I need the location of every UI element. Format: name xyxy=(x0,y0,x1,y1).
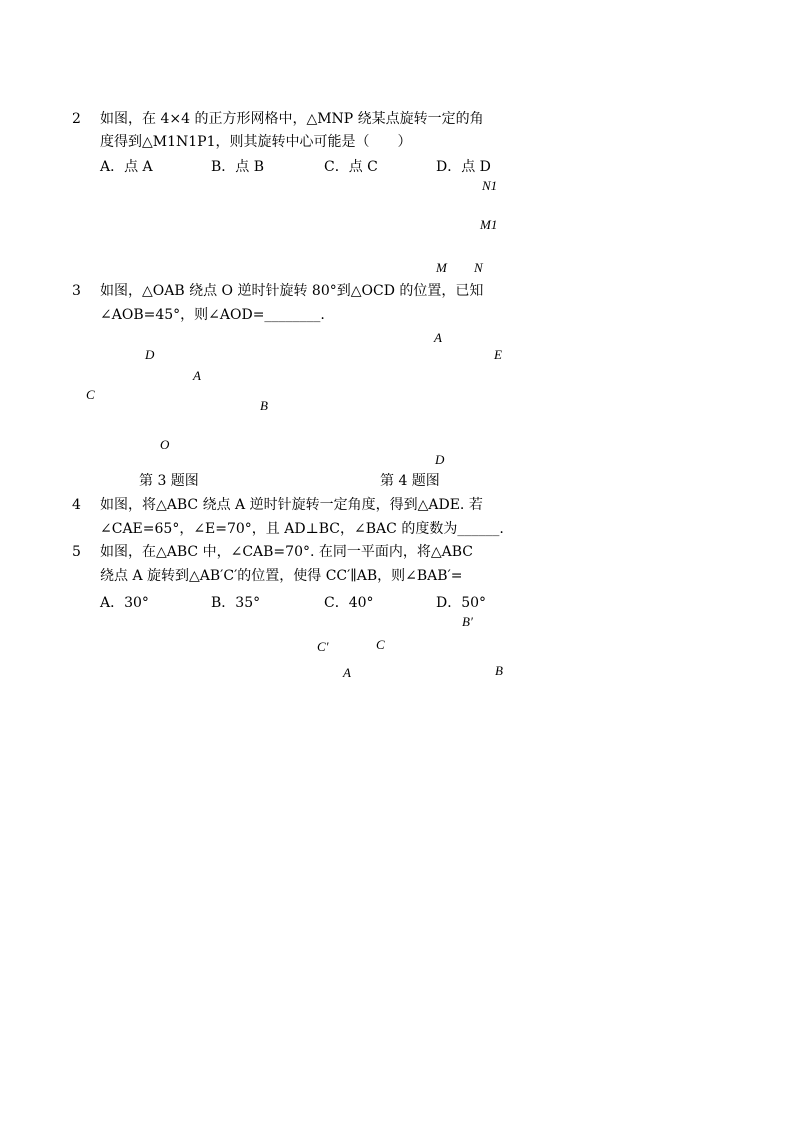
q3-label-b: B xyxy=(260,398,268,413)
q3-label-o: O xyxy=(160,437,170,452)
q4-label-a: A xyxy=(434,330,442,345)
q2-option-b: B．点 B xyxy=(211,159,265,175)
q4-text-line2: ∠CAE=65°，∠E=70°，且 AD⊥BC，∠BAC 的度数为______. xyxy=(100,521,504,537)
q2-option-a: A．点 A xyxy=(100,159,153,175)
q5-option-c: C．40° xyxy=(324,595,374,611)
q3-text-line1: 如图，△OAB 绕点 O 逆时针旋转 80°到△OCD 的位置，已知 xyxy=(100,283,484,299)
q5-label-a: A xyxy=(343,665,351,680)
q2-text-line1: 如图，在 4×4 的正方形网格中，△MNP 绕某点旋转一定的角 xyxy=(100,111,484,127)
q3-label-c: C xyxy=(86,387,95,402)
q4-label-e: E xyxy=(494,347,502,362)
q4-label-d: D xyxy=(435,452,445,467)
q5-label-b: B xyxy=(495,663,503,678)
q2-label-n1: N1 xyxy=(482,178,498,193)
q2-label-m: M xyxy=(436,260,447,275)
q2-option-d: D．点 D xyxy=(436,159,491,175)
q3-label-d: D xyxy=(145,347,155,362)
q2-number: 2 xyxy=(72,111,81,127)
q2-option-c: C．点 C xyxy=(324,159,378,175)
q2-label-m1: M1 xyxy=(480,217,498,232)
q5-number: 5 xyxy=(72,544,81,560)
q5-option-a: A．30° xyxy=(100,595,149,611)
q3-label-a: A xyxy=(193,368,201,383)
q5-label-b-prime: B′ xyxy=(462,614,473,629)
q2-text-line2: 度得到△M1N1P1，则其旋转中心可能是（ ） xyxy=(100,134,412,150)
q5-text-line2: 绕点 A 旋转到△AB′C′的位置，使得 CC′∥AB，则∠BAB′= xyxy=(100,568,463,584)
q5-option-d: D．50° xyxy=(436,595,487,611)
q5-label-c-prime: C′ xyxy=(317,639,329,654)
q5-label-c: C xyxy=(376,637,385,652)
q4-figure-caption: 第 4 题图 xyxy=(380,473,440,489)
q3-text-line2: ∠AOB=45°，则∠AOD=________. xyxy=(100,307,325,323)
q5-text-line1: 如图，在△ABC 中，∠CAB=70°. 在同一平面内，将△ABC xyxy=(100,544,474,560)
q3-number: 3 xyxy=(72,283,81,299)
q4-text-line1: 如图，将△ABC 绕点 A 逆时针旋转一定角度，得到△ADE. 若 xyxy=(100,497,483,513)
q4-number: 4 xyxy=(72,497,81,513)
q3-figure-caption: 第 3 题图 xyxy=(139,473,199,489)
q5-option-b: B．35° xyxy=(211,595,261,611)
q2-label-n: N xyxy=(474,260,483,275)
